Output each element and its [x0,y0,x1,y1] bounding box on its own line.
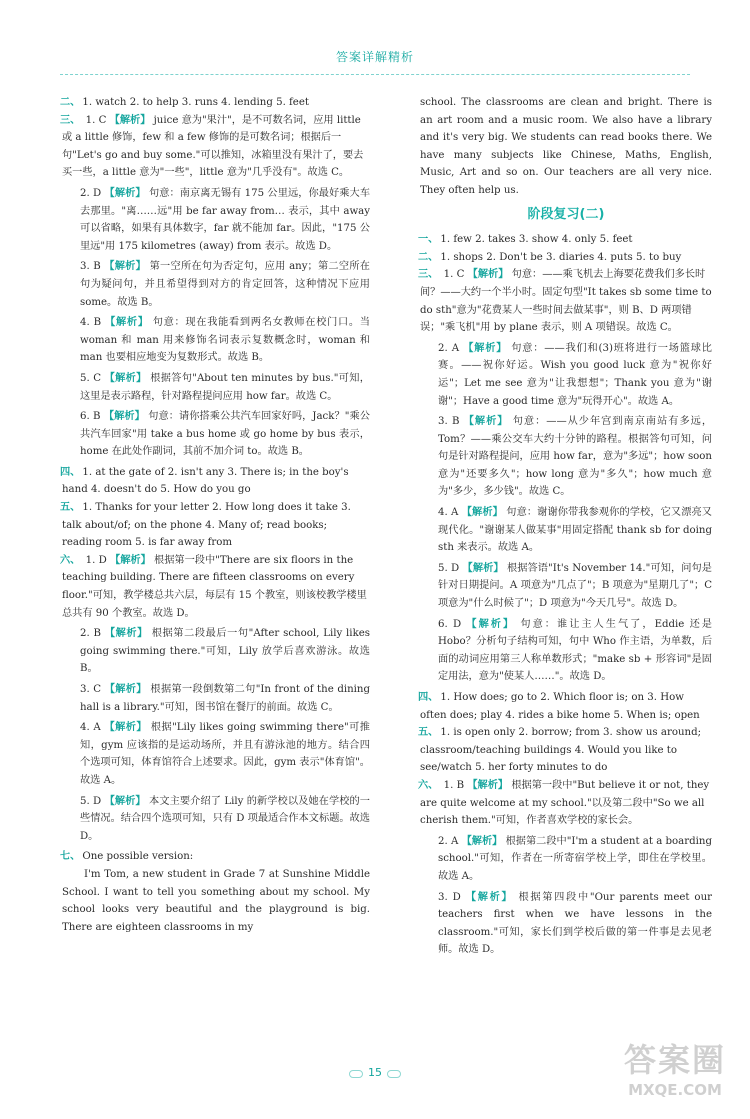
answer-head: 1. C [85,114,107,126]
review-section-1 [420,231,712,249]
analysis-tag: 【解析】 [467,778,509,791]
section-text: 1. How does; go to 2. Which floor is; on 3. How often does; play 4. rides a bike home 5. When is; open [420,692,700,721]
analysis-tag: 【解析】 [103,410,145,423]
section-text: 1. is open only 2. borrow; from 3. show us around; classroom/teaching buildings 4. Would you like to see/watch 5. her forty minutes to do [420,727,702,774]
review-section-3 [420,266,712,686]
section-label: 三、 [418,269,439,281]
answer-explanation: 本文主要介绍了 Lily 的新学校以及她在学校的一些情况。结合四个选项可知，只有 D 项最适合作本文标题。故选 D。 [80,795,370,842]
analysis-tag: 【解析】 [104,683,147,695]
section-label: 五、 [60,502,81,514]
answer-item [62,370,370,405]
section-4 [62,464,370,499]
answer-item [62,314,370,367]
answer-head: 3. B [80,261,101,273]
answer-explanation: 根据答句"About ten minutes by bus."可知，这里是表示路程，针对路程提问应用 how far。故选 C。 [80,372,370,402]
section-text: 1. at the gate of 2. isn't any 3. There is; in the boy's hand 4. doesn't do 5. How do you go [62,466,349,496]
answer-item [420,560,712,613]
answer-item [420,616,712,686]
answer-explanation: 句意：——从少年宫到南京南站有多远，Tom？——乘公交车大约十分钟的路程。根据答句可知，问句是针对路程提问，应用 how far，意为"多远"；how soon 意为"还要多久"；how long 意为"多久"；how much 意为"多少，多少钱"。故选 C。 [438,416,713,498]
answer-head: 1. C [443,269,465,281]
section-label: 六、 [60,554,81,566]
analysis-tag: 【解析】 [104,721,148,734]
analysis-tag: 【解析】 [465,890,514,903]
answer-head: 1. B [443,779,465,791]
review-section-4 [420,689,712,724]
analysis-tag: 【解析】 [104,627,148,640]
section-2 [62,94,370,112]
answer-explanation: 根据第一段中"There are six floors in the teaching building. There are fifteen classrooms on every floor."可知，教学楼总共六层，每层有 15 个教室，则该校教学楼里总共有 90 个教室。故选 D。 [62,554,367,619]
section-text: 1. few 2. takes 3. show 4. only 5. feet [440,234,633,246]
answer-item [420,269,712,333]
answer-explanation: 句意：现在我能看到两名女教师在校门口。当 woman 和 man 用来修饰名词表示复数概念时，woman 和 man 也要相应地变为复数形式。故选 B。 [80,317,370,364]
answer-head: 2. A [438,342,460,354]
section-label: 四、 [60,466,81,478]
answer-item [62,555,367,619]
section-3 [62,112,370,461]
right-column [420,94,712,962]
analysis-tag: 【解析】 [467,268,509,281]
page-header-title: 答案详解精析 [335,50,414,64]
answer-explanation: 根据第二段最后一句"After school, Lily likes going swimming there."可知，Lily 放学后喜欢游泳。故选 B。 [80,628,370,675]
watermark-url: MXQE.COM [628,1081,722,1099]
section-7 [62,848,370,936]
left-column [62,94,370,936]
analysis-tag: 【解析】 [466,617,516,630]
answer-explanation: 根据答语"It's November 14."可知，问句是针对日期提问。A 项意为"几点了"；B 项意为"星期几了"；C 项意为"什么时候了"；D 项意为"今天几号"。故选 D。 [438,562,712,610]
answer-head: 1. D [85,554,107,566]
section-text: 1. watch 2. to help 3. runs 4. lending 5. feet [82,97,309,108]
answer-item [62,719,370,789]
section-5 [62,499,370,552]
answer-head: 4. A [80,722,101,734]
page-number: 15 [355,1064,395,1082]
essay-continued [420,94,712,200]
answer-head: 3. C [80,684,102,695]
answer-head: 4. B [80,317,102,329]
answer-head: 6. B [80,411,101,423]
answer-explanation: 句意：——我们和(3)班将进行一场篮球比赛。——祝你好运。Wish you good luck 意为"祝你好运"；Let me see 意为"让我想想"；Thank you 意为"谢谢"；Have a good time 意为"玩得开心"。故选 A。 [438,342,712,407]
review-section-6 [420,777,712,959]
essay-intro: One possible version: [82,851,194,863]
answer-item [62,681,370,716]
section-label: 五、 [418,727,439,739]
section-label: 二、 [418,251,439,263]
analysis-tag: 【解析】 [104,260,147,273]
section-text: 1. shops 2. Don't be 3. diaries 4. puts 5. to buy [440,251,682,263]
section-label: 六、 [418,779,439,791]
section-text: 1. Thanks for your letter 2. How long does it take 3. talk about/of; on the phone 4. Many of; read books; reading room 5. is far away from [62,502,351,549]
analysis-tag: 【解析】 [462,561,504,574]
answer-head: 4. A [438,507,459,519]
answer-head: 5. D [438,562,460,574]
analysis-tag: 【解析】 [110,553,151,566]
analysis-tag: 【解析】 [463,415,509,428]
analysis-tag: 【解析】 [104,371,147,384]
section-6 [62,552,370,846]
answer-item [62,258,370,311]
answer-explanation: 根据"Lily likes going swimming there"可推知，gym 应该指的是运动场所，并且有游泳池的地方。结合四个选项可知，体育馆符合上述要求。因此，gym 表示"体育馆"。故选 A。 [80,722,370,786]
analysis-tag: 【解析】 [104,186,146,199]
answer-head: 2. D [80,187,102,199]
answer-head: 3. B [438,416,460,428]
section-label: 三、 [60,114,81,126]
answer-explanation: 句意：谁让主人生气了，Eddie 还是 Hobo？分析句子结构可知，句中 Who 作主语，为单数，后面的动词应用第三人称单数形式；"make sb + 形容词"是固定用法，意为"使某人……"。故选 D。 [438,618,712,683]
answer-item [420,413,712,501]
section-label: 二、 [60,97,81,108]
essay-paragraph-cont: school. The classrooms are clean and bright. There is an art room and a music room. We also have a library and it's very big. We students can read books there. We have many subjects like Chinese, Maths, English, Music, Art and so on. Our teachers are all very nice. They often help us. [420,97,712,196]
answer-head: 2. B [80,628,102,640]
answer-head: 3. D [438,891,461,903]
answer-explanation: 句意：——乘飞机去上海要花费我们多长时间？——大约一个半小时。固定句型"It takes sb some time to do sth"意为"花费某人一些时间去做某事"，则 B、D 两项错误；"乘飞机"用 by plane 表示，则 A 项错误。故选 C。 [420,269,712,334]
analysis-tag: 【解析】 [104,794,146,807]
answer-item [62,793,370,846]
answer-head: 6. D [438,618,462,630]
answer-item [62,185,370,255]
site-watermark-logo [610,1040,740,1115]
answer-head: 2. A [438,835,459,847]
answer-item [62,625,370,678]
essay-paragraph: I'm Tom, a new student in Grade 7 at Sunshine Middle School. I want to tell you something about my school. My school looks very beautiful and the playground is big. There are eighteen classrooms in my [62,868,370,933]
review-section-5 [420,724,712,777]
answer-explanation: 句意：南京离无锡有 175 公里远，你最好乘大车去那里。"离……远"用 be far away from… 表示，其中 away 可以省略，如果有具体数字，far 就不能加 far。因此，"175 公里远"用 175 kilometres (away) from 表示。故选 D。 [80,187,371,252]
analysis-tag: 【解析】 [461,506,503,519]
answer-explanation: 句意：谢谢你带我参观你的学校，它又漂亮又现代化。"谢谢某人做某事"用固定搭配 thank sb for doing sth 来表示。故选 A。 [438,507,712,554]
review-section-2 [420,249,712,267]
answer-item [62,115,363,179]
analysis-tag: 【解析】 [463,341,508,354]
answer-item [62,408,370,461]
section-label: 一、 [418,234,439,246]
answer-item [420,833,712,886]
answer-item [420,889,712,959]
answer-explanation: 第一空所在句为否定句，应用 any；第二空所在句为疑问句，并且希望得到对方的肯定回答，这种情况下应用 some。故选 B。 [80,261,370,308]
watermark-mark: 答案圈 [623,1041,726,1079]
analysis-tag: 【解析】 [105,316,149,329]
answer-explanation: 根据第一段倒数第二句"In front of the dining hall is a library."可知，图书馆在餐厅的前面。故选 C。 [80,684,371,713]
answer-item [420,780,709,826]
answer-item [420,504,712,557]
section-label: 七、 [60,851,81,863]
answer-explanation: juice 意为"果汁"，是不可数名词，应用 little 或 a little 修饰，few 和 a few 修饰的是可数名词；根据后一句"Let's go and buy some."可以推知，冰箱里没有果汁了，要去买一些，a little 意为"一些"，little 意为"几乎没有"。故选 C。 [62,114,364,179]
header-divider [60,74,690,75]
answer-explanation: 句意：请你搭乘公共汽车回家好吗，Jack？"乘公共汽车回家"用 take a bus home 或 go home by bus 表示，home 在此处作副词，其前不加介词 to。故选 B。 [80,411,370,458]
answer-head: 5. C [80,372,102,384]
section-label: 四、 [418,692,439,703]
answer-item [420,340,712,410]
analysis-tag: 【解析】 [461,834,503,847]
review-section-title: 阶段复习(二) [527,206,605,222]
answer-explanation: 根据第二段中"I'm a student at a boarding school."可知，作者在一所寄宿学校上学，即住在学校里。故选 A。 [438,835,712,882]
answer-explanation: 根据第一段中"But believe it or not, they are quite welcome at my school."以及第二段中"So we all cherish them."可知，作者喜欢学校的家长会。 [420,779,710,827]
answer-head: 5. D [80,795,102,807]
answer-explanation: 根据第四段中"Our parents meet our teachers first when we have lessons in the classroom."可知，家长们到学校后做的第一件事是去见老师。故选 D。 [438,891,712,956]
analysis-tag: 【解析】 [109,113,151,126]
